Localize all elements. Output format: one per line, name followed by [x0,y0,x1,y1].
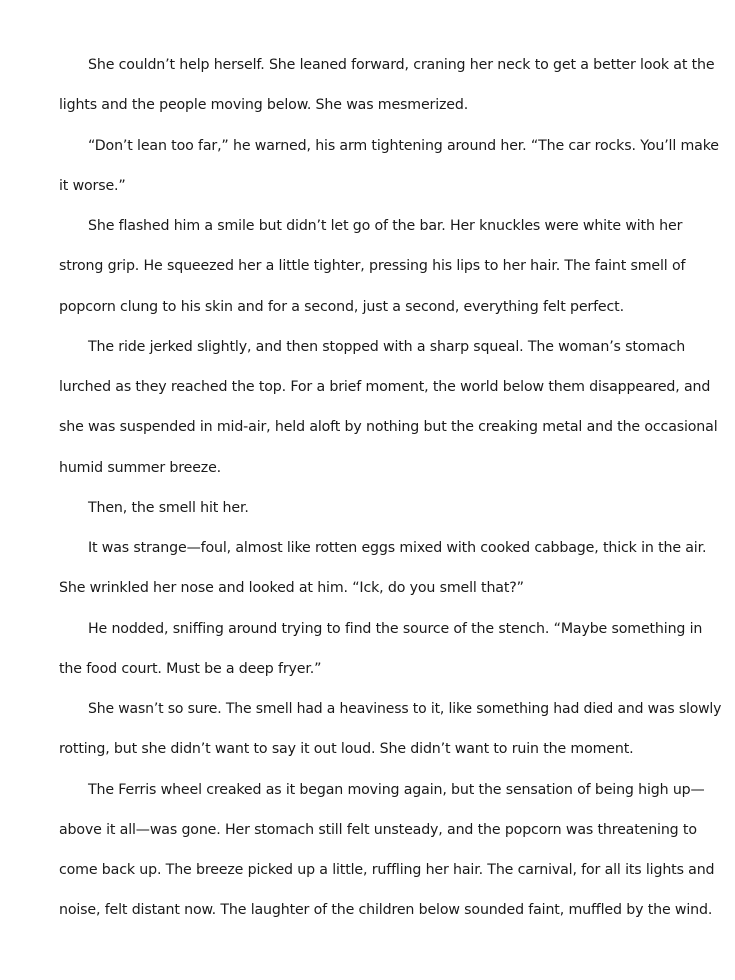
text-line: come back up. The breeze picked up a little, ruffling her hair. The carnival, for all its lights and [59,862,715,878]
text-line: Then, the smell hit her. [88,499,249,516]
text-line: She couldn’t help herself. She leaned forward, craning her neck to get a better look at the [88,57,715,73]
text-line: popcorn clung to his skin and for a second, just a second, everything felt perfect. [59,298,624,315]
text-line: He nodded, sniffing around trying to find the source of the stench. “Maybe something in [88,620,703,637]
text-line: She wrinkled her nose and looked at him. “Ick, do you smell that?” [59,580,524,597]
paragraph [59,206,699,327]
text-line: she was suspended in mid-air, held aloft by nothing but the creaking metal and the occasional [59,419,718,436]
paragraph [59,770,715,931]
text-line: above it all—was gone. Her stomach still felt unsteady, and the popcorn was threatening to [59,821,697,838]
paragraph [59,327,718,488]
text-line: “Don’t lean too far,” he warned, his arm tightening around her. “The car rocks. You’ll make [88,137,719,154]
text-line: The ride jerked slightly, and then stopped with a sharp squeal. The woman’s stomach [88,338,686,355]
text-line: noise, felt distant now. The laughter of the children below sounded faint, muffled by the wind. [59,902,713,919]
paragraph [59,528,707,609]
paragraph [59,126,719,207]
text-line: strong grip. He squeezed her a little tighter, pressing his lips to her hair. The faint smell of [59,258,686,275]
text-line: humid summer breeze. [59,459,222,476]
text-line: It was strange—foul, almost like rotten eggs mixed with cooked cabbage, thick in the air. [88,540,707,556]
text-line: lights and the people moving below. She was mesmerized. [59,97,469,114]
paragraph [59,45,715,126]
paragraph [59,609,703,690]
text-line: She wasn’t so sure. The smell had a heaviness to it, like something had died and was slowly [88,701,722,717]
text-line: lurched as they reached the top. For a brief moment, the world below them disappeared, and [59,379,711,395]
paragraph [59,689,722,770]
story-text [59,45,722,931]
text-line: The Ferris wheel creaked as it began moving again, but the sensation of being high up— [88,781,705,798]
text-line: rotting, but she didn’t want to say it out loud. She didn’t want to ruin the moment. [59,741,634,758]
paragraph [59,488,699,528]
text-line: the food court. Must be a deep fryer.” [59,660,322,677]
text-line: it worse.” [59,177,126,194]
text-line: She flashed him a smile but didn’t let go of the bar. Her knuckles were white with her [88,218,683,234]
